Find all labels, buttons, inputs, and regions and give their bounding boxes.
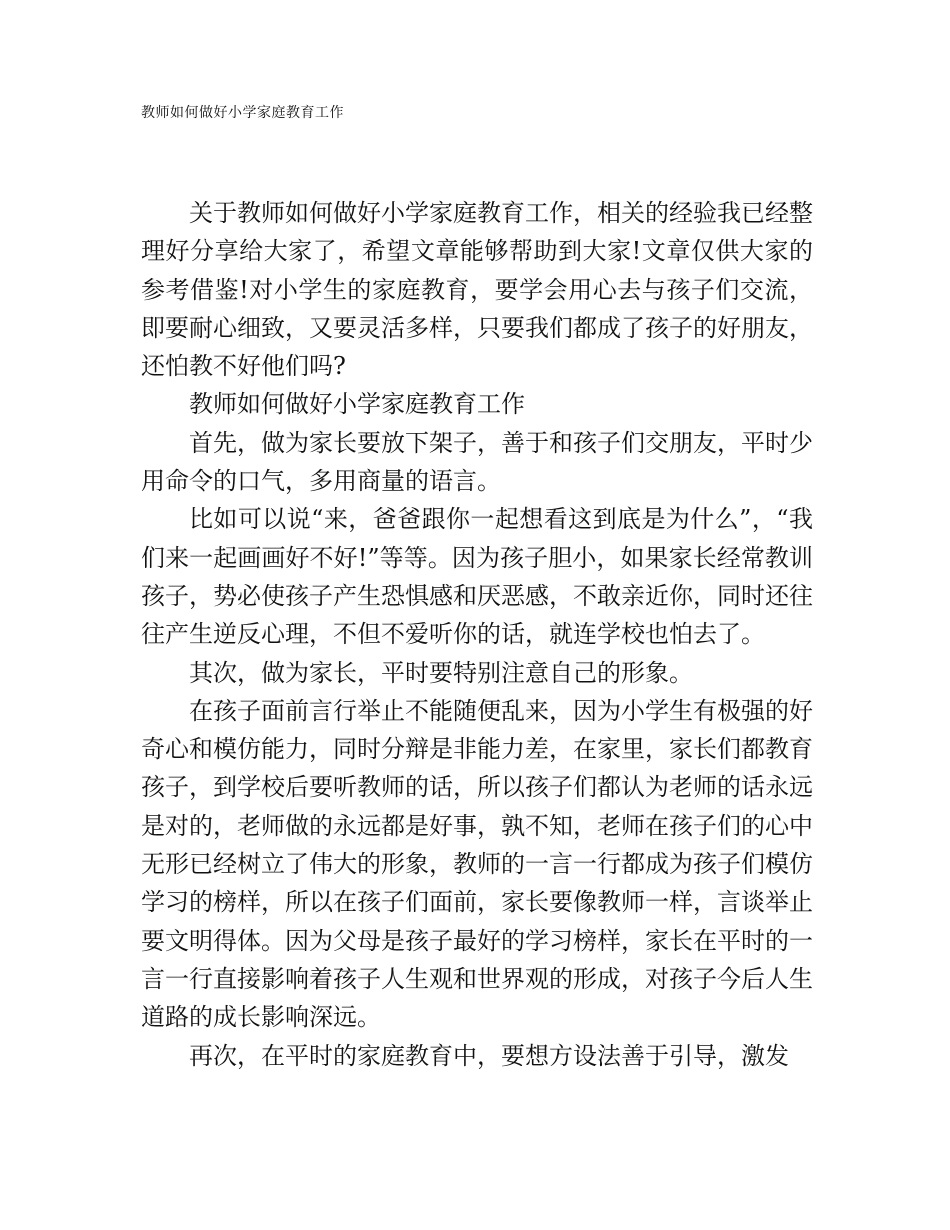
paragraph-third-point: 再次，在平时的家庭教育中，要想方设法善于引导，激发 [189,1041,789,1070]
paragraph-heading: 教师如何做好小学家庭教育工作 [189,390,525,419]
paragraph-role-model: 在孩子面前言行举止不能随便乱来，因为小学生有极强的好奇心和模仿能力，同时分辩是非能力差，在家里，家长们都教育孩子，到学校后要听教师的话，所以孩子们都认为老师的话永远是对的，老师做的永远都是好事，孰不知，老师在孩子们的心中无形已经树立了伟大的形象，教师的一言一行都成为孩子们模仿学习的榜样，所以在孩子们面前，家长要像教师一样，言谈举止要文明得体。因为父母是孩子最好的学习榜样，家长在平时的一言一行直接影响着孩子人生观和世界观的形成，对孩子今后人生道路的成长影响深远。 [141,696,813,1032]
paragraph-intro: 关于教师如何做好小学家庭教育工作，相关的经验我已经整理好分享给大家了，希望文章能够帮助到大家!文章仅供大家的参考借鉴!对小学生的家庭教育，要学会用心去与孩子们交流，即要耐心细致，又要灵活多样，只要我们都成了孩子的好朋友，还怕教不好他们吗? [141,199,813,381]
paragraph-example: 比如可以说“来，爸爸跟你一起想看这到底是为什么”，“我们来一起画画好不好!”等等。因为孩子胆小，如果家长经常教训孩子，势必使孩子产生恐惧感和厌恶感，不敢亲近你，同时还往往产生逆反心理，不但不爱听你的话，就连学校也怕去了。 [141,505,813,649]
document-header: 教师如何做好小学家庭教育工作 [141,105,344,121]
document-body [141,194,813,1075]
paragraph-first-point: 首先，做为家长要放下架子，善于和孩子们交朋友，平时少用命令的口气，多用商量的语言。 [141,428,813,496]
paragraph-second-point: 其次，做为家长，平时要特别注意自己的形象。 [189,658,693,687]
